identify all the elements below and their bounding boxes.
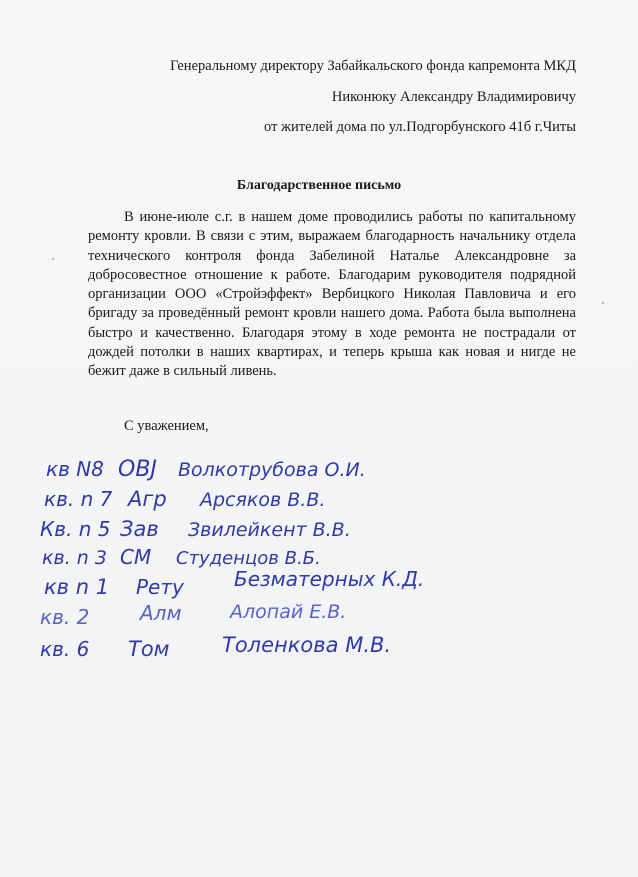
resident-name: Студенцов В.Б. [176, 548, 321, 569]
apartment-label: кв. 2 [40, 605, 90, 629]
addressee-name: Никонюку Александру Владимировичу [331, 89, 576, 105]
resident-name: Толенкова М.В. [222, 633, 392, 657]
signature-row [44, 567, 424, 599]
sender-line: от жителей дома по ул.Подгорбунского 41б г.Читы [264, 119, 576, 135]
apartment-label: кв. 6 [40, 637, 90, 661]
resident-name: Алопай Е.В. [230, 601, 347, 623]
signature-row [40, 633, 391, 661]
closing-phrase: С уважением, [124, 418, 209, 434]
apartment-label: кв N8 [46, 457, 104, 481]
signature-mark: Агр [128, 487, 167, 511]
signature-mark: OBJ [118, 457, 157, 482]
resident-name: Волкотрубова О.И. [178, 459, 366, 481]
resident-name: Безматерных К.Д. [234, 567, 425, 591]
signature-mark: Том [128, 637, 170, 661]
addressee-director: Генеральному директору Забайкальского фонда капремонта МКД [170, 58, 576, 74]
signature-mark: СМ [120, 545, 152, 569]
apartment-label: кв. n 7 [44, 487, 113, 511]
apartment-label: Кв. n 5 [40, 517, 111, 541]
signature-mark: Зав [120, 517, 159, 541]
scan-speck [602, 302, 604, 304]
apartment-label: кв. n 3 [42, 547, 107, 569]
signature-row [40, 601, 346, 629]
signature-mark: Рету [136, 575, 184, 599]
signature-row [42, 545, 321, 569]
handwritten-signatures [0, 440, 638, 680]
scan-speck [52, 258, 54, 260]
signature-row [44, 487, 325, 511]
signature-row [40, 517, 351, 541]
signature-mark: Алм [140, 601, 182, 625]
resident-name: Звилейкент В.В. [188, 519, 351, 541]
resident-name: Арсяков В.В. [200, 489, 326, 511]
letter-title: Благодарственное письмо [236, 178, 402, 193]
letter-body: В июне-июле с.г. в нашем доме проводились работы по капитальному ремонту кровли. В связи с этим, выражаем благодарность начальнику отдела технического контроля фонда Забелиной Наталье Александровне за добросовестное отношение к работе. Благодарим руководителя подрядной организации ООО «Стройэффект» Вербицкого Николая Павловича и его бригаду за проведённый ремонт кровли нашего дома. Работа была выполнена быстро и качественно. Благодаря этому в ходе ремонта не пострадали от дождей потолки в наших квартирах, и теперь крыша как новая и нигде не бежит даже в сильный ливень. [88, 209, 576, 380]
apartment-label: кв n 1 [44, 575, 110, 599]
signature-row [46, 457, 366, 482]
